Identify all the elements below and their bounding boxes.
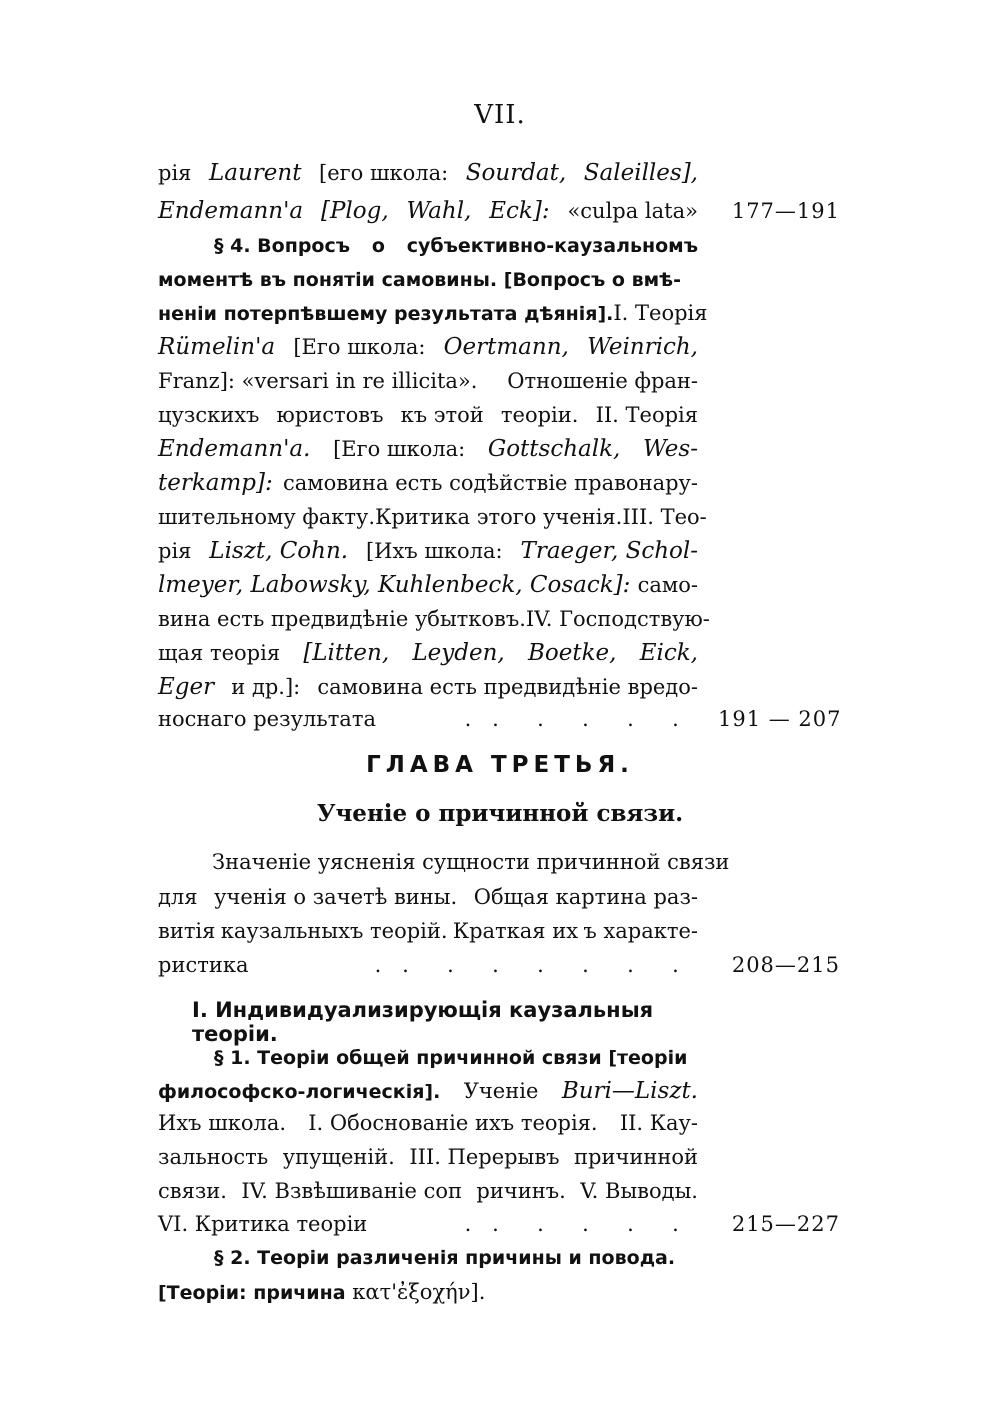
toc-line: связи. IV. Взвѣшиваніе соп ричинъ. V. Выводы.: [158, 1179, 698, 1203]
toc-line: ристика . . . . . . . .: [158, 948, 698, 982]
toc-line: шительному факту. Критика этого ученія. III. Тео-: [158, 505, 707, 529]
chapter-title: ГЛАВА ТРЕТЬЯ.: [366, 752, 634, 778]
toc-line: для ученія о зачетѣ вины. Общая картина раз-: [158, 885, 698, 909]
toc-line: Eger и др.]: самовина есть предвидѣніе вредо-: [158, 674, 698, 700]
page-range: 208—215: [731, 953, 840, 977]
toc-line: Rümelin'a [Его школа: Oertmann, Weinrich,: [158, 334, 698, 360]
toc-line: Endemann'a. [Его школа: Gottschalk, Wes-: [158, 436, 698, 462]
section-heading: § 1. Теоріи общей причинной связи [теоріи: [214, 1047, 688, 1069]
toc-line: щая теорія [Litten, Leyden, Boetke, Eick,: [158, 640, 698, 666]
section-heading: § 4. Вопросъ о субъективно-каузальномъ: [214, 235, 698, 257]
toc-line: зальность упущеній. III. Перерывъ причинной: [158, 1145, 698, 1169]
toc-line: рія Laurent [его школа: Sourdat, Saleilles],: [158, 160, 698, 186]
toc-line: вина есть предвидѣніе убытковъ. IV. Господствую-: [158, 607, 710, 631]
toc-line: Значеніе уясненія сущности причинной связи: [212, 850, 730, 874]
chapter-subtitle: Ученіе о причинной связи.: [316, 800, 684, 827]
toc-line: Ихъ школа. I. Обоснованіе ихъ теорія. II. Кау-: [158, 1111, 698, 1135]
toc-line: витія каузальныхъ теорій. Краткая их ъ характе-: [158, 919, 698, 943]
toc-line: lmeyer, Labowsky, Kuhlenbeck, Cosack]: само-: [158, 572, 698, 598]
toc-line: философско-логическія]. Ученіе Buri—Liszt.: [158, 1078, 698, 1104]
toc-line: рія Liszt, Cohn. [Ихъ школа: Traeger, Schol-: [158, 538, 698, 564]
toc-line: terkamp]: самовина есть содѣйствіе правонару-: [158, 470, 698, 496]
section-heading: § 2. Теоріи различенія причины и повода.: [214, 1247, 676, 1269]
toc-line: VI. Критика теоріи . . . . . .: [158, 1207, 698, 1241]
leader-dots: . . . . . .: [464, 1212, 679, 1236]
toc-line: носнаго результата . . . . . .: [158, 702, 698, 736]
page-range: 191 — 207: [718, 707, 842, 731]
page-number: VII.: [474, 100, 526, 130]
leader-dots: . . . . . .: [464, 707, 679, 731]
leader-dots: . . . . . . . .: [374, 953, 679, 977]
toc-line: цузскихъ юристовъ къ этой теоріи. II. Теорія: [158, 403, 698, 427]
section-heading: [Теоріи: причина κατ'ἐξοχήν].: [158, 1280, 486, 1304]
toc-line: Endemann'a [Plog, Wahl, Eck]: «culpa lata»: [158, 198, 698, 224]
page-range: 177—191: [731, 199, 840, 223]
toc-line: Franz]: «versari in re illicita». Отношеніе фран-: [158, 369, 698, 393]
part-title: I. Индивидуализирующія каузальныя теоріи.: [192, 998, 654, 1046]
toc-line: неніи потерпѣвшему результата дѣянія]. I. Теорія: [158, 301, 708, 325]
page-range: 215—227: [731, 1212, 840, 1236]
section-heading: моментѣ въ понятіи самовины. [Вопросъ о вмѣ-: [158, 269, 682, 291]
